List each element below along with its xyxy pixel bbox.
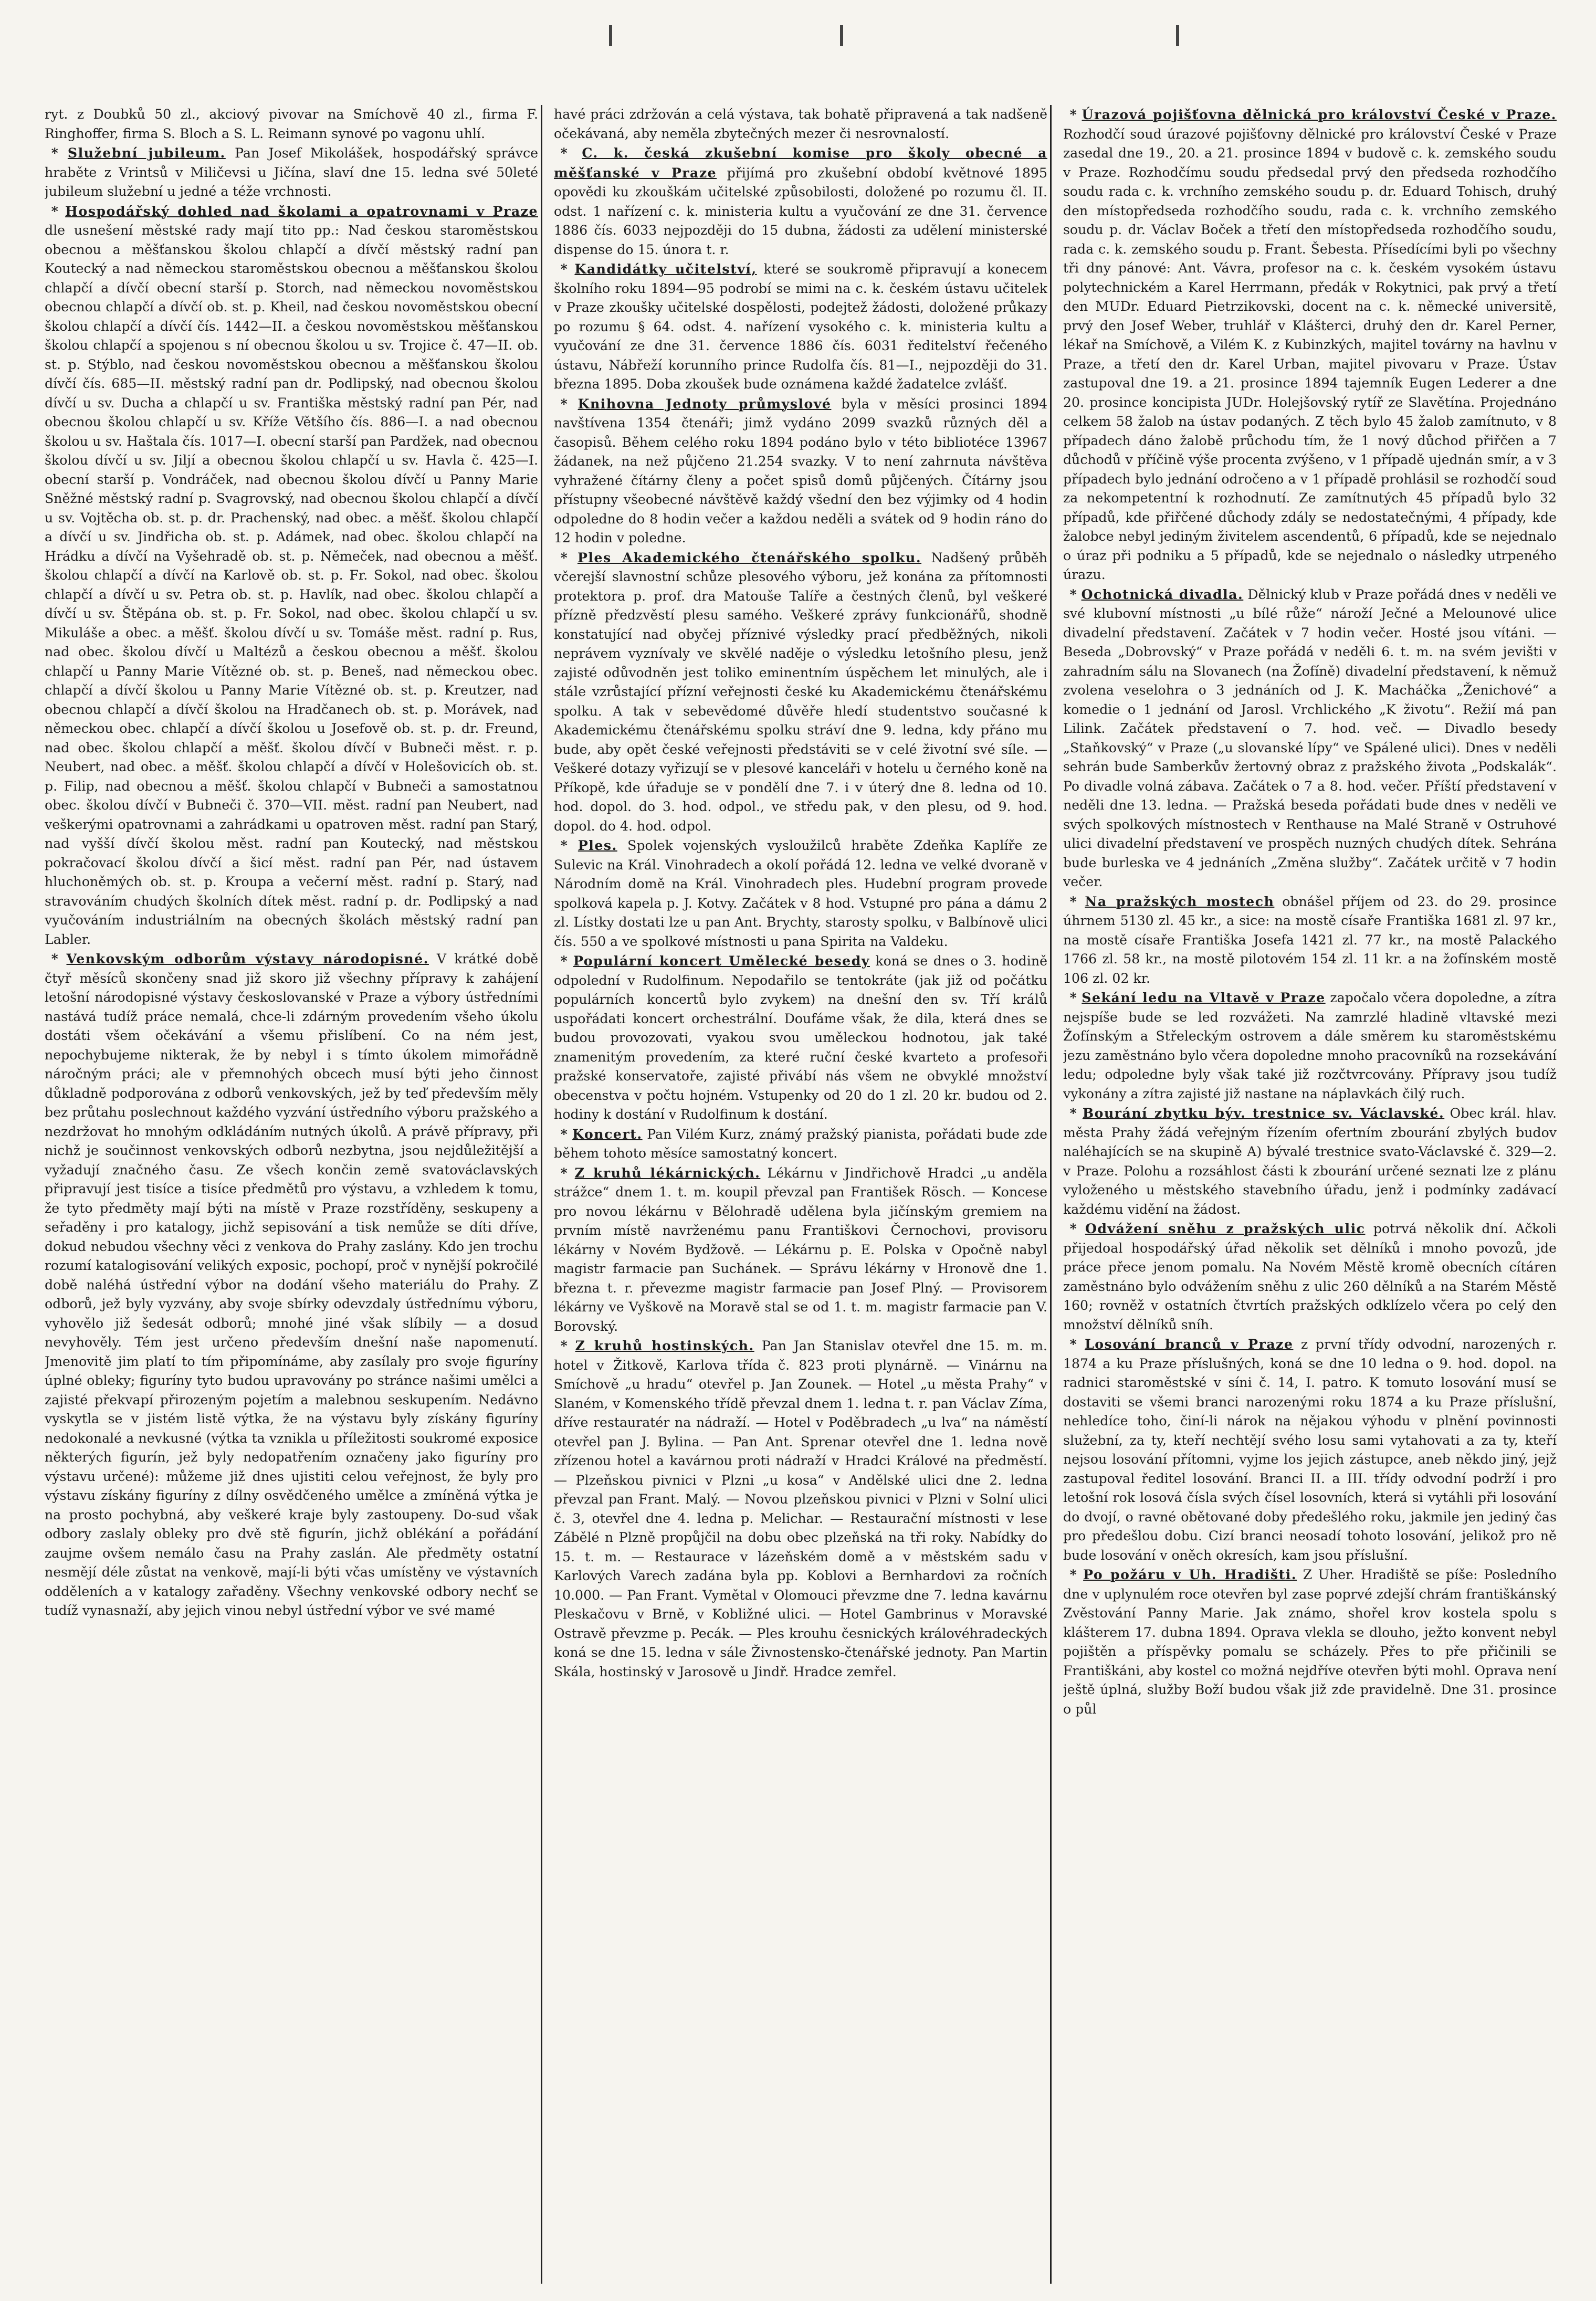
item-headline: Úrazová pojišťovna dělnická pro království České v Praze.	[1082, 107, 1557, 122]
column-divider	[541, 105, 542, 2284]
item-bullet: *	[45, 951, 67, 966]
news-item	[1063, 1565, 1557, 1719]
item-bullet: *	[554, 953, 573, 969]
item-headline: Knihovna Jednoty průmyslové	[578, 395, 832, 412]
item-headline: Losování branců v Praze	[1085, 1336, 1294, 1352]
news-item	[554, 1163, 1047, 1337]
item-body: obnášel příjem od 23. do 29. prosince úhrnem 5130 zl. 45 kr., a sice: na mostě císaře Františka 1681 zl. 97 kr., na mostě císaře Františka Josefa 1421 zl. 77 kr., na mostě Palackého 1766 zl. 58 kr., na mostě pilotovém 154 zl. 11 kr. a na žofínském mostě 106 zl. 02 kr.	[1063, 894, 1557, 986]
news-item	[45, 202, 538, 950]
item-bullet: *	[554, 395, 578, 412]
item-headline: Ochotnická divadla.	[1081, 586, 1244, 602]
item-body: ryt. z Doubků 50 zl., akciový pivovar na Smíchově 40 zl., firma F. Ringhoffer, firma S. Bloch a S. L. Reimann synové po vagonu uhlí.	[45, 107, 538, 141]
item-body: z první třídy odvodní, narozených r. 1874 a ku Praze příslušných, koná se dne 10 ledna o 9. hod. dopol. na radnici staroměstské v síni č. 14, I. patro. K tomuto losování musí se dostaviti se všemi branci narozenými roku 1874 a ku Praze příslušní, nehledíce toho, činí-li nárok na nějakou výhodu v plnění povinnosti služební, za ty, kteří nechtějí svého losu sami vytahovati a za ty, kteří nejsou losování přítomni, vyjme los jejich zástupce, aneb někdo jiný, jejž zastupoval ředitel losování. Branci II. a III. třídy odvodní podrží i pro letošní rok losová čísla svých čísel losovních, která si vytáhli při losování do dvojí, o ravné obětované doby předešlého roku, jakmile jen jediný čas pro předešlou dobu. Cizí branci neosadí tohoto losování, jelikož pro ně bude losování v oněch okresích, kam jsou příslušní.	[1063, 1337, 1557, 1563]
item-body: byla v měsíci prosinci 1894 navštívena 1354 čtenáři; jimž vydáno 2099 svazků různých děl a časopisů. Během celého roku 1894 podáno bylo v této bibliotéce 13967 žádanek, na než půjčeno 21.254 svazky. V to není zahrnuta návštěva vyhražené čítárny členy a počet spisů domů půjčených. Čítárny jsou přístupny všeobecné návštěvě každý všední den bez výjimky od 4 hodin odpoledne do 8 hodin večer a každou neděli a svátek od 9 hodin ráno do 12 hodin v poledne.	[554, 396, 1047, 545]
item-bullet: *	[554, 261, 575, 277]
news-item	[554, 143, 1047, 259]
column-2	[554, 105, 1047, 2284]
news-item	[554, 394, 1047, 548]
news-item	[1063, 105, 1557, 585]
item-headline: Koncert.	[572, 1126, 643, 1142]
item-bullet: *	[1063, 586, 1082, 602]
item-headline: C. k. česká zkušební komise pro školy obecné a měšťanské v Praze	[554, 145, 1047, 181]
item-headline: Ples.	[578, 837, 617, 853]
page-header-margin	[21, 21, 1575, 94]
news-item	[45, 105, 538, 143]
item-headline: Hospodářský dohled nad školami a opatrovnami v Praze	[65, 203, 538, 219]
news-item	[45, 949, 538, 1621]
item-bullet: *	[1063, 1567, 1084, 1582]
registration-mark	[840, 25, 843, 46]
item-bullet: *	[554, 1126, 573, 1142]
item-body: V krátké době čtyř měsíců skončeny snad již skoro již všechny přípravy k zahájení letošní národopisné výstavy českoslovanské v Praze a výbory ústředními nastává tudíž práce nemalá, chce-li zdárným provedením všeho úkolu dostáti všem očekávání a všemu přislíbení. Co na ném jest, nepochybujeme nikterak, že by nebyl i s tímto úkolem mimořádně náročným práci; ale v přemnohých obcech musí býti jeho činnost důkladně podporována z odborů venkovských, jež by teď především měly bez průtahu poslechnout každého vyzvání ústředního výboru pražského a nezdržovat ho mnohým odkládáním nutných úkolů. A právě přípravy, při nichž je součinnost venkovských odborů nezbytna, jsou nejdůležitější a vyžadují značného času. Ze všech končin země svatováclavských připravují jest tisíce a tisíce předmětů pro výstavu, a vzhledem k tomu, že tyto předměty mají býti na místě v Praze rozstříděny, seskupeny a seřaděny i pro katalogy, jichž sepisování a tisk nemůže se díti dříve, dokud nebudou všechny věci z venkova do Prahy zaslány. Kdo jen trochu rozumí katalogisování velikých exposic, pochopí, proč v nynější pokročilé době naléhá ústřední výbor na dodání všeho materiálu do Prahy. Z odborů, jež byly vyzvány, aby svoje sbírky odevzdaly ústřednímu výboru, vyhovělo již šedesát odborů; mnohé jiné však slíbily — a dosud nevyhověly. Tém jest určeno především dnešní naše napomenutí. Jmenovitě jim platí to tím připomínáme, aby zasílaly pro svoje figuríny úplné obleky; figuríny tyto budou upravovány po stránce našimi umělci a zajisté překvapí přirozeným pojetím a malebnou seskupením. Nedávno vyskytla se v jistém listě výtka, že na výstavu byly získány figuríny nedokonalé a nevkusné (výtka ta vznikla u příležitosti soukromé exposice některých figurín, jež byly nedopatřením označeny jako figuríny pro výstavu určené): můžeme již dnes ujistiti celou veřejnost, že byly pro výstavu získány figuríny z dílny osvědčeného umělce a zmíněná výtka je na prosto pochybná, aby veškeré kraje byly zastoupeny. Do-sud však odbory zaslaly obleky pro dvě stě figurín, jichž oblékání a pořádání zaujme ovšem nemálo času na Prahy zaslán. Ale předměty ostatní nesmějí déle zůstat na venkově, mají-li býti včas umístěny ve výstavních odděleních a v katalogy zařaděny. Všechny venkovské odbory nechť se tudíž vynasnaží, aby jejich vinou nebyl ústřední výbor ve své mamé	[45, 951, 538, 1618]
item-headline: Bourání zbytku býv. trestnice sv. Václavské.	[1082, 1105, 1445, 1121]
item-bullet: *	[1063, 1336, 1085, 1352]
item-headline: Ples Akademického čtenářského spolku.	[577, 549, 922, 565]
item-body: potrvá několik dní. Ačkoli přijedoal hospodářský úřad několik set dělníků i mnoho povozů, jde práce přece jenom pomalu. Na Novém Městě kromě obecních cítáren zaměstnáno bylo odvážením sněhu z ulic 260 dělníků a na Starém Městě 160; rovněž v ostatních čtvrtích pražských odklízelo včera po celý den množství dělníků sníh.	[1063, 1221, 1557, 1332]
news-item	[1063, 892, 1557, 989]
item-body: přijímá pro zkušební období květnové 1895 opovědi ku zkouškám učitelské způsobilosti, doložené po rozumu čl. II. odst. 1 nařízení c. k. ministeria kultu a vyučování ze dne 31. července 1886 čís. 6033 nejpozději do 15 dubna, žádosti za udělení ministerské dispense do 15. února t. r.	[554, 165, 1047, 257]
item-body: které se soukromě připravují a konecem školního roku 1894—95 podrobí se mimi na c. k. českém ústavu učitelek v Praze zkoušky učitelské dospělosti, podejtež žádosti, doložené průkazy po rozumu § 64. odst. 4. nařízení vysokého c. k. ministeria kultu a vyučování ze dne 31. července 1886 čís. 6031 ředitelství řečeného ústavu, Nábřeží korunního prince Rudolfa čís. 81—I., nejpozději do 31. března 1895. Doba zkoušek bude oznámena každé žadatelce zvlášť.	[554, 261, 1047, 392]
item-bullet: *	[1063, 893, 1085, 909]
item-bullet: *	[554, 549, 578, 565]
news-item	[1063, 1104, 1557, 1219]
news-item	[554, 1336, 1047, 1682]
news-item	[554, 105, 1047, 143]
item-body: Pan Josef Mikolášek, hospodářský správce hraběte z Vrintsů v Miličevsi u Jičína, slaví dne 15. ledna své 50leté jubileum služební u jedné a téže vrchnosti.	[45, 145, 538, 199]
item-bullet: *	[1063, 1221, 1085, 1236]
column-divider	[1050, 105, 1052, 2284]
item-body: Pan Jan Stanislav otevřel dne 15. m. m. hotel v Žitkově, Karlova třída č. 823 proti plynárně. — Vinárnu na Smíchově „u hradu“ otevřel p. Jan Zounek. — Hotel „u města Prahy“ v Slaném, v Komenského třídě převzal dnem 1. ledna t. r. pan Václav Zíma, dříve restauratér na nádraží. — Hotel v Poděbradech „u lva“ na náměstí otevřel pan J. Bylina. — Pan Ant. Sprenar otevřel dne 1. ledna nově zřízenou hotel a kavárnou proti nádraží v Hradci Králové na předměstí. — Plzeňskou pivnici v Plzni „u kosa“ v Andělské ulici dne 2. ledna převzal pan Frant. Malý. — Novou plzeňskou pivnici v Plzni v Solní ulici č. 3, otevřel dne 4. ledna p. Melichar. — Restaurační místnosti v lese Zábělé n Plzně propůjčil na dobu obec plzeňská na tři roky. Nabídky do 15. t. m. — Restaurace v lázeňském domě a v městském sadu v Karlových Varech zadána byla pp. Koblovi a Bernhardovi za ročních 10.000. — Pan Frant. Vymětal v Olomouci převzme dne 7. ledna kavárnu Pleskačovu v Brně, v Kobližné ulici. — Hotel Gambrinus v Moravské Ostravě převzme p. Pecák. — Ples krouhu česnických královéhradeckých koná se dne 15. ledna v sále Živnostensko-čtenářské jednoty. Pan Martin Skála, hostinský v Jarosově u Jindř. Hradce zemřel.	[554, 1338, 1047, 1679]
item-headline: Na pražských mostech	[1085, 893, 1275, 909]
item-headline: Kandidátky učitelství,	[574, 261, 757, 277]
item-body: Obec král. hlav. města Prahy žádá veřejným řízením ofertním zbourání zbylých budov naléhajících se na skupině A) bývalé trestnice svato-Václavské č. 329—2. v Praze. Polohu a rozsáhlost části k zbourání určené seznati lze z plánu vyloženého u městského stavebního úřadu, jenž i podmínky zadávací každému vidění na žádost.	[1063, 1106, 1557, 1217]
item-body: Pan Vilém Kurz, známý pražský pianista, pořádati bude zde během tohoto měsíce samostatný koncert.	[554, 1126, 1047, 1161]
news-item	[1063, 1335, 1557, 1565]
item-headline: Služební jubileum.	[67, 145, 226, 161]
column-3	[1063, 105, 1557, 2284]
news-item	[1063, 988, 1557, 1104]
item-headline: Odvážení sněhu z pražských ulic	[1085, 1221, 1366, 1236]
item-headline: Populární koncert Umělecké besedy	[573, 953, 870, 969]
item-body: Lékárnu v Jindřichově Hradci „u anděla strážce“ dnem 1. t. m. koupil převzal pan František Rösch. — Koncese pro novou lékárnu v Bělohradě udělena byla jičínským gremiem na prvním místě navrženému panu Františkovi Černochovi, provisoru lékárny v Novém Bydžově. — Lékárnu p. E. Polska v Opočně nabyl magistr farmacie pan Suchánek. — Správu lékárny v Hronově dne 1. března t. r. převezme magistr farmacie pan Josef Plný. — Provisorem lékárny ve Vyškově na Moravě stal se od 1. t. m. magistr farmacie pan V. Borovský.	[554, 1165, 1047, 1334]
news-item	[554, 951, 1047, 1125]
news-item	[1063, 1219, 1557, 1335]
item-body: Dělnický klub v Praze pořádá dnes v neděli ve své klubovní místnosti „u bílé růže“ nároží Ječné a Melounové ulice divadelní představení. Začátek v 7 hodin večer. Hosté jsou vítáni. — Beseda „Dobrovský“ v Praze pořádá v neděli 6. t. m. na svém jevišti v zahradním sálu na Slovanech (na Žofíně) divadelní představení, k němuž zvolena veselohra o 3 jednáních od J. K. Macháčka „Ženichové“ a komedie o 1 jednání od Jarosl. Vrchlického „K životu“. Režií má pan Lilink. Začátek představení o 7. hod. več. — Divadlo besedy „Staňkovský“ v Praze („u slovanské lípy“ ve Spálené ulici). Dnes v neděli sehrán bude Samberkův žertovný obraz z pražského života „Podskalák“. Po divadle volná zábava. Začátek o 7 a 8. hod. večer. Příští představení v neděli dne 13. ledna. — Pražská beseda pořádati bude dnes v neděli ve svých spolkových místnostech v Renthause na Malé Straně v Ostruhové ulici divadelní představení ve prospěch nuzných chudých dítek. Sehrána bude burleska ve 4 jednáních „Změna služby“. Začátek určitě v 7 hodin večer.	[1063, 586, 1557, 889]
item-headline: Venkovským odborům výstavy národopisné.	[66, 951, 429, 966]
item-body: dle usnešení městské rady mají tito pp.: Nad českou staroměstskou obecnou a měšťanskou školou chlapčí a dívčí městský radní pan Koutecký a nad německou staroměstskou obecnou a měšťanskou školou chlapčí a dívčí obecní starší p. Storch, nad německou novoměstskou obecnou chlapčí a dívčí ob. st. p. Kheil, nad českou novoměstskou obecní školou chlapčí a dívčí čís. 1442—II. a českou novoměstskou měšťanskou školou chlapčí a spojenou s ní obecnou školou u sv. Trojice č. 47—II. ob. st. p. Stýblo, nad českou novoměstskou obecnou a měšťanskou školou dívčí čís. 685—II. městský radní pan dr. Podlipský, nad obecnou školou dívčí u sv. Ducha a chlapčí u sv. Františka městský radní pan Pér, nad obecnou školou chlapčí u sv. Kříže Většího čís. 886—I. a nad obecnou školou u sv. Haštala čís. 1017—I. obecní starší pan Pardžek, nad obecnou školou dívčí u sv. Jiljí a obecnou školou chlapčí u sv. Havla č. 425—I. obecní starší p. Vondráček, nad obecnou školou dívčí u Panny Marie Sněžné městský radní p. Svagrovský, nad obecnou školou chlapčí a dívčí u sv. Vojtěcha ob. st. p. dr. Prachenský, nad obec. a měšť. školou chlapčí a dívčí u sv. Jindřicha ob. st. p. Adámek, nad obec. školou chlapčí na Hrádku a dívčí na Vyšehradě ob. st. p. Němeček, nad obecnou a měšť. školou chlapčí a dívčí na Karlově ob. st. p. Fr. Sokol, nad obec. školou chlapčí a dívčí u sv. Petra ob. st. p. Havlík, nad obec. školou chlapčí a dívčí u sv. Štěpána ob. st. p. Fr. Sokol, nad obec. školou chlapčí u sv. Mikuláše a obec. a měšť. školou dívčí u sv. Tomáše měst. radní p. Rus, nad obec. školou dívčí u Maltézů a českou obecnou a měšť. školou chlapčí u Panny Marie Vítězné ob. st. p. Beneš, nad německou obec. chlapčí a dívčí školou u Panny Marie Vítězné ob. st. p. Kreutzer, nad obecnou chlapčí a dívčí školou na Hradčanech ob. st. p. Morávek, nad německou obec. chlapčí a dívčí školou u Josefově ob. st. p. dr. Freund, nad obec. školou chlapčí a měšť. školou dívčí v Bubneči měst. r. p. Neubert, nad obec. a měšť. školou chlapčí a dívčí v Holešovicích ob. st. p. Filip, nad obecnou a měšť. školou chlapčí v Bubneči a samostatnou obec. školou dívčí v Bubneči č. 370—VII. měst. radní pan Neubert, nad veškerými opatrovnami a zahrádkami u opatroven měst. radní pan Starý, nad vyšší dívčí školou měst. radní pan Koutecký, nad městskou pokračovací školou dívčí a šicí měst. radní pan Pér, nad ústavem hluchoněmých ob. st. p. Kroupa a večerní měst. radní p. Starý, nad stravováním chudých školních dítek měst. radní p. dr. Podlipský a nad vyučováním industriálním na obecných školách městský radní pan Labler.	[45, 223, 538, 947]
item-bullet: *	[45, 145, 68, 161]
item-bullet: *	[1063, 1105, 1083, 1121]
news-item	[554, 1125, 1047, 1163]
item-bullet: *	[554, 1338, 575, 1353]
item-headline: Z kruhů hostinských.	[575, 1338, 754, 1353]
registration-mark	[609, 25, 612, 46]
item-body: havé práci zdržován a celá výstava, tak bohatě připravená a tak nadšeně očekávaná, aby neměla zbytečných mezer či nesrovnalostí.	[554, 107, 1047, 141]
news-item	[554, 548, 1047, 836]
news-item	[554, 836, 1047, 951]
item-body: započalo včera dopoledne, a zítra nejspíše bude se led rozvážeti. Na zamrzlé hladině vltavské mezi Žofínským a Střeleckým ostrovem a dále směrem ku staroměstskému jezu zaměstnáno bylo včera dopoledne mnoho pracovníků na rozsekávání ledu; odpoledne byly však také již rozčtvrcovány. Přípravy jsou tudíž vykonány a zítra zajisté již nastane na náplavkách čilý ruch.	[1063, 990, 1557, 1101]
registration-mark	[1176, 25, 1179, 46]
item-headline: Z kruhů lékárnických.	[574, 1164, 761, 1181]
item-body: koná se dnes o 3. hodině odpolední v Rudolfinum. Nepodařilo se tentokráte (jak již od počátku populárních koncertů bylo zvykem) na dnešní den sv. Tří králů uspořádati koncert orchestrální. Doufáme však, že dila, která dnes se budou provozovati, vyakou svou uměleckou hodnotou, jak také znamenitým provedením, za které ruční české kvarteto a profesoři pražské konservatoře, zajisté přivábí nás všem ne obvyklé množství obecenstva v počtu hojném. Vstupenky od 20 do 1 zl. 20 kr. budou od 2. hodiny k dostání v Rudolfinum k dostání.	[554, 953, 1047, 1122]
item-bullet: *	[1063, 107, 1082, 122]
item-body: Nadšený průběh včerejší slavnostní schůze plesového výboru, jež konána za přítomnosti protektora p. prof. dra Matouše Talíře a čestných členů, byl veškeré přízně předzvěstí plesu samého. Veškeré zprávy funkcionářů, shodně konstatující nad obyčej příznivé výsledky prací předběžných, nikoli neprávem vyznívaly ve skvělé naděje o výsledku letošního plesu, jenž zajisté odůvodněn jest toliko eminentním úspěchem let minulých, ale i stále vzrůstající přízní veřejnosti české ku Akademickému čtenářskému spolku. A tak v sebevědomé důvěře hledí studentstvo současné k Akademickému čtenářskému spolku stráví dne 9. ledna, kdy přáno mu bude, aby opět české veřejnosti předstáviti se v celé životní své síle. — Veškeré dotazy vyřizují se v plesové kanceláři v hotelu u černého koně na Příkopě, kde úřaduje se v pondělí dne 7. i v úterý dne 8. ledna od 10. hod. dopol. do 3. hod. odpol., ve středu pak, v den plesu, od 9. hod. dopol. do 4. hod. odpol.	[554, 550, 1047, 834]
item-bullet: *	[554, 837, 578, 853]
item-bullet: *	[554, 145, 582, 161]
item-headline: Sekání ledu na Vltavě v Praze	[1082, 990, 1326, 1005]
item-body: Spolek vojenských vysloužilců hraběte Zdeňka Kaplíře ze Sulevic na Král. Vinohradech a okolí pořádá 12. ledna ve velké dvoraně v Národním domě na Král. Vinohradech ples. Hudební program provede spolková kapela p. J. Kotvy. Začátek v 8 hod. Vstupné pro pána a dámu 2 zl. Lístky dostati lze u pan Ant. Brychty, starosty spolku, v Balbínově ulici čís. 550 a ve spolkové místnosti u pana Spirita na Valdeku.	[554, 838, 1047, 949]
column-1	[45, 105, 538, 2284]
item-bullet: *	[554, 1164, 575, 1181]
item-bullet: *	[1063, 990, 1082, 1005]
news-item	[554, 259, 1047, 394]
item-body: Rozhodčí soud úrazové pojišťovny dělnické pro království České v Praze zasedal dne 19., 20. a 21. prosince 1894 v budově c. k. zemského soudu v Praze. Rozhodčímu soudu předsedal prvý den předseda rozhodčího soudu rada c. k. vrchního zemského soudu p. dr. Eduard Tohisch, druhý den místopředseda rozhodčího soudu, rada c. k. vrchního zemského soudu p. dr. Václav Boček a třetí den místopředseda rozhodčího soudu, rada c. k. zemského soudu p. Frant. Šebesta. Přísedícími byli po všechny tři dny pánové: Ant. Vávra, profesor na c. k. českém vysokém ústavu polytechnickém a Karel Herrmann, předák v Rokytnici, pak prvý a třetí den MUDr. Eduard Pietrzikovski, docent na c. k. německé universitě, prvý den Josef Weber, truhlář v Klášterci, druhý den dr. Karel Perner, lékař na Smíchově, a Vilém K. z Kubinzkých, majitel továrny na havlnu v Praze, a třetí den dr. Karel Urban, majitel pivovaru v Praze. Ústav zastupoval dne 19. a 21. prosince 1894 tajemník Eugen Lederer a dne 20. prosince koncipista JUDr. Holejšovský rytíř ze Slavětína. Projednáno celkem 58 žalob na ústav podaných. Z těch bylo 45 žalob zamítnuto, v 8 případech dáno žalobě průchodu tím, že 1 nový důchod přiřčen a 7 důchodů v příčině výše procenta zvýšeno, v 1 případě ujednán smír, a v 3 případech bylo jednání odročeno a v 1 případě prohlásil se rozhodčí soud za nekompetentní k rozhodnutí. Ze zamítnutých 45 případů bylo 32 případů, kde přiřčené důchody zdály se nedostatečnými, 4 případy, kde žalobce nebyl jediným živitelem ascendentů, 6 případů, kde se nejednalo o úraz při podniku a 5 případů, kde se nejednalo o následky utrpeného úrazu.	[1063, 126, 1557, 582]
item-body: Z Uher. Hradiště se píše: Posledního dne v uplynulém roce otevřen byl zase poprvé zdejší chrám františkánský Zvěstování Panny Marie. Jak známo, shořel krov kostela spolu s klášterem 17. dubna 1894. Oprava vlekla se dlouho, ježto konvent nebyl pojištěn a příspěvky pomalu se scházely. Přes to pře přičinili se Františkáni, aby kostel co možná nejdříve otevřen býti mohl. Oprava není ještě úplná, služby Boží budou však již zde pravidelně. Dne 31. prosince o půl	[1063, 1567, 1557, 1717]
news-item	[45, 143, 538, 202]
news-item	[1063, 585, 1557, 892]
item-headline: Po požáru v Uh. Hradišti.	[1083, 1567, 1297, 1582]
item-bullet: *	[45, 203, 66, 219]
